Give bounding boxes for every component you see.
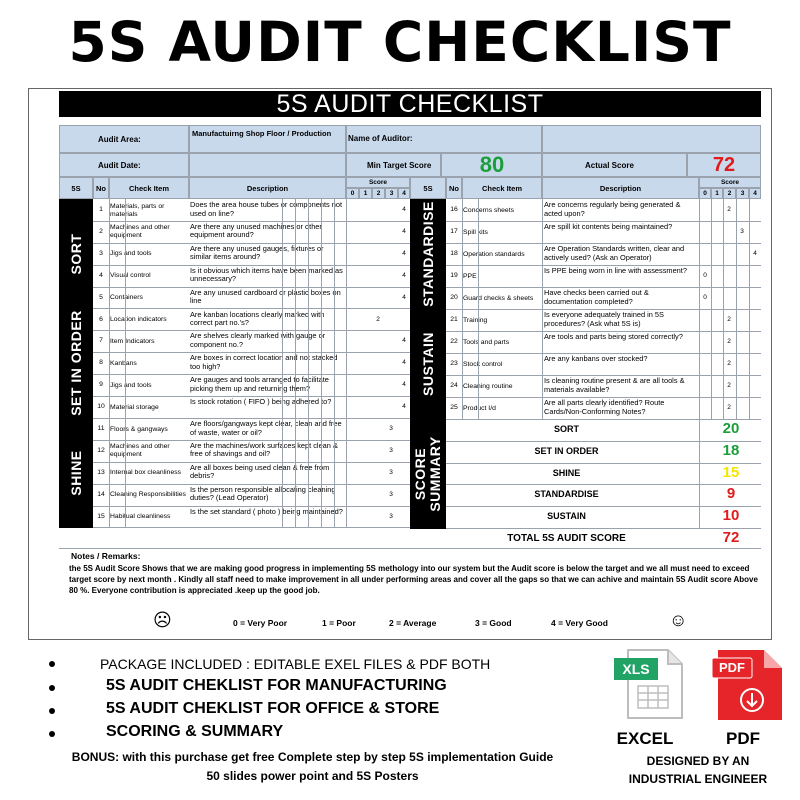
row-description: Is cleaning routine present & are all tools & materials available? <box>544 377 685 394</box>
row-description: Are all boxes being used clean & free from debris? <box>190 463 330 481</box>
table-row[interactable] <box>446 375 761 397</box>
happy-face-icon: ☺ <box>669 610 688 630</box>
min-target-label: Min Target Score <box>367 161 432 170</box>
row-description: Is the set standard ( photo ) being maintained? <box>190 507 343 516</box>
row-description: Are Operation Standards written, clear and actively used? (Ask an Operator) <box>544 245 685 262</box>
excel-label: EXCEL <box>616 729 674 748</box>
column-divider <box>699 419 700 528</box>
table-row[interactable] <box>446 309 761 331</box>
auditor-label: Name of Auditor: <box>348 134 413 143</box>
legend-2: 2 = Average <box>389 618 437 628</box>
row-check-item: Containers <box>110 294 143 302</box>
row-number: 22 <box>450 338 458 345</box>
row-score[interactable]: 4 <box>402 227 406 235</box>
table-row[interactable] <box>446 243 761 265</box>
row-score[interactable]: 2 <box>727 382 731 389</box>
summary-value: 15 <box>722 463 740 481</box>
table-row[interactable] <box>93 440 410 462</box>
left-score-col-0: 0 <box>346 188 359 199</box>
band-sort-label: SORT <box>68 233 84 274</box>
designer-line-2: INDUSTRIAL ENGINEER <box>628 772 768 786</box>
column-divider <box>749 199 750 419</box>
bullet-dot-icon <box>49 685 55 691</box>
min-target-value-cell <box>441 153 542 177</box>
row-check-item: Concerns sheets <box>463 206 515 214</box>
legend-4: 4 = Very Good <box>551 618 608 628</box>
summary-row <box>446 463 761 485</box>
row-number: 20 <box>450 294 458 301</box>
summary-label: SORT <box>553 424 579 434</box>
row-description: Is the person responsible allocating cleaning duties? (Lead Operator) <box>190 485 336 503</box>
column-divider <box>308 199 309 528</box>
audit-area-value: Manufactuirng Shop Floor / Production <box>192 129 332 138</box>
row-check-item: Spill kits <box>463 228 488 236</box>
col-score-left: Score <box>346 177 410 188</box>
col-check-left: Check Item <box>109 177 189 199</box>
row-check-item: Visual control <box>110 272 151 280</box>
row-check-item: PPE <box>463 272 477 280</box>
row-check-item: Location indicators <box>110 316 167 323</box>
row-description: Is it obvious which items have been marked as unnecessary? <box>190 266 343 284</box>
row-score[interactable]: 3 <box>389 425 393 432</box>
table-row[interactable] <box>93 484 410 506</box>
auditor-value-cell[interactable] <box>542 125 761 153</box>
row-score[interactable]: 3 <box>389 490 393 498</box>
row-description: Is stock rotation ( FIFO ) being adhered to? <box>190 398 332 407</box>
bullet-scoring: SCORING & SUMMARY <box>106 723 284 740</box>
right-score-col-2: 2 <box>723 188 736 199</box>
summary-label: SUSTAIN <box>547 511 586 522</box>
table-row[interactable] <box>93 243 410 265</box>
row-description: Have checks been carried out & documentation completed? <box>544 289 649 306</box>
legend-0: 0 = Very Poor <box>233 618 288 628</box>
row-score[interactable]: 4 <box>402 403 406 411</box>
row-check-item: Habitual cleanliness <box>110 513 171 521</box>
row-score[interactable]: 3 <box>389 512 393 520</box>
column-divider <box>334 199 335 528</box>
col-score-right: Score <box>699 177 761 188</box>
auditor-cell[interactable] <box>346 125 542 153</box>
row-description: Are there any unused machines or other equipment around? <box>190 222 322 240</box>
summary-value: 9 <box>726 485 736 503</box>
row-number: 4 <box>99 271 103 279</box>
row-score[interactable]: 4 <box>402 206 406 213</box>
sad-face-icon: ☹ <box>153 610 172 630</box>
band-score-summary <box>410 419 446 529</box>
table-row[interactable] <box>93 265 410 287</box>
row-check-item: Kanbans <box>110 359 137 367</box>
table-row[interactable] <box>446 199 761 221</box>
page-title: 5S AUDIT CHECKLIST <box>68 10 732 74</box>
table-row[interactable] <box>93 462 410 484</box>
row-check-item: Tools and parts <box>463 338 510 346</box>
row-score[interactable]: 3 <box>740 228 744 235</box>
band-sustain <box>410 309 446 419</box>
row-score[interactable]: 0 <box>703 294 707 301</box>
row-description: Are kanban locations clearly marked with correct part no.'s? <box>190 310 325 328</box>
row-check-item: Cleaning routine <box>463 382 513 390</box>
row-number: 21 <box>450 316 458 323</box>
row-check-item: Internal box cleanliness <box>110 469 182 477</box>
min-target-label-cell <box>346 153 441 177</box>
row-score[interactable]: 4 <box>402 337 406 345</box>
row-check-item: Floors & gangways <box>110 425 168 433</box>
row-description: Are any kanbans over stocked? <box>544 355 648 363</box>
audit-area-label: Audit Area: <box>98 135 141 144</box>
row-check-item: Materials, parts or materials <box>110 202 165 218</box>
legend-3: 3 = Good <box>475 618 512 628</box>
row-score[interactable]: 3 <box>389 468 393 476</box>
row-number: 7 <box>99 337 103 345</box>
band-sort <box>59 199 93 308</box>
summary-value: 10 <box>722 507 740 525</box>
table-row[interactable] <box>446 353 761 375</box>
row-check-item: Stock control <box>463 360 503 368</box>
table-row[interactable] <box>446 287 761 309</box>
row-number: 2 <box>99 227 103 235</box>
bonus-line-2: 50 slides power point and 5S Posters <box>206 769 419 783</box>
notes-title: Notes / Remarks: <box>71 551 141 561</box>
row-number: 9 <box>99 381 103 389</box>
band-set-in-order-label: SET IN ORDER <box>68 310 84 416</box>
column-divider <box>282 199 283 528</box>
row-number: 3 <box>99 249 103 257</box>
row-score[interactable]: 2 <box>727 404 731 411</box>
row-check-item: Operation standards <box>463 250 525 258</box>
row-number: 14 <box>97 490 105 498</box>
col-check-right: Check Item <box>462 177 542 199</box>
table-row[interactable] <box>93 506 410 528</box>
band-standardise <box>410 199 446 309</box>
right-score-col-3: 3 <box>736 188 749 199</box>
row-check-item: Machines and other equipment <box>110 224 170 240</box>
row-description: Are all parts clearly identified? Route Cards/Non-Conforming Notes? <box>544 399 665 416</box>
row-number: 8 <box>99 359 103 367</box>
row-description: Are the machines/work surfaces kept clean & free of shavings and oil? <box>190 441 338 459</box>
band-score-summary-label: SCORE SUMMARY <box>412 436 443 512</box>
row-check-item: Item Indicators <box>110 337 155 345</box>
row-number: 6 <box>99 315 103 323</box>
summary-row <box>446 441 761 463</box>
bullet-office-store: 5S AUDIT CHEKLIST FOR OFFICE & STORE <box>106 700 440 717</box>
table-row[interactable] <box>93 309 410 331</box>
actual-score-label-cell <box>542 153 687 177</box>
notes-text: the 5S Audit Score Shows that we are making good progress in implementing 5S methology into our system but the Audit score is below the target and we all must need to exceed target score by next month . Kindly all staff need to make improvement in all under performing areas and cover all the gaps so that we can achive and maintain 5S Audit score Above 80 %. Everyone contribution is appreciated .keep up the good job. <box>69 564 758 595</box>
row-number: 10 <box>97 403 105 411</box>
row-score[interactable]: 2 <box>376 315 380 323</box>
column-divider <box>723 199 724 419</box>
band-sustain-label: SUSTAIN <box>420 332 436 396</box>
band-standardise-label: STANDARDISE <box>420 201 436 307</box>
table-row[interactable] <box>446 331 761 353</box>
summary-label: SET IN ORDER <box>534 445 599 456</box>
table-row[interactable] <box>93 221 410 243</box>
column-divider <box>699 199 700 419</box>
sheet-title: 5S AUDIT CHECKLIST <box>59 91 761 117</box>
table-row[interactable] <box>93 396 410 418</box>
row-score[interactable]: 0 <box>703 272 707 279</box>
table-row[interactable] <box>93 418 410 440</box>
row-description: Does the area house tubes or components not used on line? <box>190 201 343 218</box>
xls-badge: XLS <box>622 661 650 677</box>
summary-value: 20 <box>722 420 740 437</box>
row-check-item: Training <box>463 316 488 324</box>
left-score-col-2: 2 <box>372 188 385 199</box>
row-score[interactable]: 4 <box>402 359 406 367</box>
column-divider <box>478 199 479 419</box>
col-desc-left: Description <box>189 177 346 199</box>
row-number: 17 <box>450 228 458 235</box>
row-score[interactable]: 2 <box>727 338 731 345</box>
legend-1: 1 = Poor <box>322 618 356 628</box>
table-row[interactable] <box>93 199 410 221</box>
col-5s-left: 5S <box>59 177 93 199</box>
row-number: 5 <box>99 293 103 301</box>
right-score-col-1: 1 <box>711 188 723 199</box>
row-number: 1 <box>99 206 103 213</box>
row-description: Is everyone adequately trained in 5S procedures? (Ask what 5S is) <box>544 311 664 328</box>
bullet-dot-icon <box>49 708 55 714</box>
row-number: 23 <box>450 360 458 367</box>
row-description: Is PPE being worn in line with assessment? <box>544 267 687 275</box>
row-description: Are gauges and tools arranged to facilitate picking them up and returning them? <box>190 376 329 393</box>
bullet-dot-icon <box>49 731 55 737</box>
table-row[interactable] <box>446 265 761 287</box>
row-description: Are tools and parts being stored correctly? <box>544 333 683 341</box>
row-score[interactable]: 4 <box>753 250 757 257</box>
row-divider <box>93 527 410 528</box>
row-number: 25 <box>450 404 458 411</box>
pdf-badge: PDF <box>719 660 745 675</box>
col-no-left: No <box>93 177 109 199</box>
column-divider <box>109 199 110 528</box>
table-row[interactable] <box>446 397 761 419</box>
left-score-col-1: 1 <box>359 188 372 199</box>
table-row[interactable] <box>93 330 410 352</box>
right-score-col-4: 4 <box>749 188 761 199</box>
summary-row <box>446 484 761 506</box>
bullet-dot-icon <box>49 661 55 667</box>
package-included: PACKAGE INCLUDED : EDITABLE EXEL FILES & PDF BOTH <box>100 656 491 672</box>
table-row[interactable] <box>93 352 410 374</box>
row-score[interactable]: 2 <box>727 206 731 213</box>
left-score-col-4: 4 <box>398 188 410 199</box>
audit-area-value-cell[interactable] <box>189 125 346 153</box>
row-check-item: Machines and other equipment <box>110 443 170 459</box>
row-score[interactable]: 2 <box>727 316 731 323</box>
row-check-item: Material storage <box>110 403 159 411</box>
column-divider <box>321 199 322 528</box>
row-description: Are any unused cardboard or plastic boxes on line <box>190 288 341 306</box>
bullet-manufacturing: 5S AUDIT CHEKLIST FOR MANUFACTURING <box>106 677 447 694</box>
table-row[interactable] <box>93 287 410 309</box>
min-target-value: 80 <box>479 153 505 177</box>
row-description: Are concerns regularly being generated & acted upon? <box>544 201 681 218</box>
designer-line-1: DESIGNED BY AN <box>646 754 750 768</box>
row-score[interactable]: 4 <box>402 271 406 279</box>
row-score[interactable]: 2 <box>727 360 731 367</box>
row-description: Are floors/gangways kept clear, clean and free of waste, water or oil? <box>190 420 342 437</box>
row-description: Are boxes in correct location and not stacked too high? <box>190 354 338 371</box>
table-row[interactable] <box>93 374 410 396</box>
pdf-label: PDF <box>726 729 760 748</box>
audit-date-label: Audit Date: <box>98 161 141 170</box>
row-number: 11 <box>97 425 105 432</box>
row-number: 12 <box>97 446 105 454</box>
summary-value: 18 <box>722 441 740 459</box>
excel-file-icon <box>612 648 686 720</box>
column-divider <box>711 199 712 419</box>
col-5s-right: 5S <box>410 177 446 199</box>
row-description: Are there any unused gauges, fixtures or similar items around? <box>190 244 324 262</box>
row-number: 18 <box>450 250 458 257</box>
table-row[interactable] <box>446 221 761 243</box>
audit-date-value-cell[interactable] <box>189 153 346 177</box>
audit-area-label-cell <box>59 125 189 153</box>
actual-score-value-cell <box>687 153 761 177</box>
audit-date-label-cell <box>59 153 189 177</box>
column-divider <box>462 199 463 419</box>
row-check-item: Jigs and tools <box>110 381 152 389</box>
col-desc-right: Description <box>542 177 699 199</box>
summary-row <box>446 506 761 528</box>
row-check-item: Cleaning Responsibilities <box>110 491 186 499</box>
row-number: 24 <box>450 382 458 389</box>
actual-score-value: 72 <box>712 154 736 176</box>
row-description: Are shelves clearly marked with gauge or component no.? <box>190 332 326 349</box>
summary-label: SHINE <box>552 467 581 478</box>
row-number: 13 <box>97 468 105 476</box>
col-no-right: No <box>446 177 462 199</box>
total-value: 72 <box>722 529 740 546</box>
left-score-col-3: 3 <box>385 188 398 199</box>
summary-label: STANDARDISE <box>534 489 599 500</box>
actual-score-label: Actual Score <box>585 161 634 170</box>
column-divider <box>736 199 737 419</box>
right-score-col-0: 0 <box>699 188 711 199</box>
total-label: TOTAL 5S AUDIT SCORE <box>507 533 626 544</box>
row-number: 15 <box>97 512 105 520</box>
column-divider <box>295 199 296 528</box>
checklist-sheet <box>28 88 772 640</box>
row-number: 19 <box>450 272 458 279</box>
row-score[interactable]: 4 <box>402 381 406 389</box>
column-divider <box>542 199 543 419</box>
row-score[interactable]: 4 <box>402 293 406 301</box>
row-check-item: Product I/d <box>463 404 496 412</box>
band-set-in-order <box>59 308 93 418</box>
band-shine <box>59 418 93 528</box>
bonus-line-1: BONUS: with this purchase get free Complete step by step 5S implementation Guide <box>71 750 554 764</box>
row-check-item: Jigs and tools <box>110 250 152 258</box>
total-divider <box>59 548 761 549</box>
column-divider <box>346 199 347 528</box>
band-shine-label: SHINE <box>68 450 84 496</box>
row-description: Are spill kit contents being maintained? <box>544 223 673 231</box>
row-number: 16 <box>450 206 458 213</box>
row-score[interactable]: 3 <box>389 446 393 454</box>
column-divider <box>125 199 126 528</box>
row-score[interactable]: 4 <box>402 249 406 257</box>
row-check-item: Guard checks & sheets <box>463 294 534 302</box>
summary-row <box>446 419 761 441</box>
